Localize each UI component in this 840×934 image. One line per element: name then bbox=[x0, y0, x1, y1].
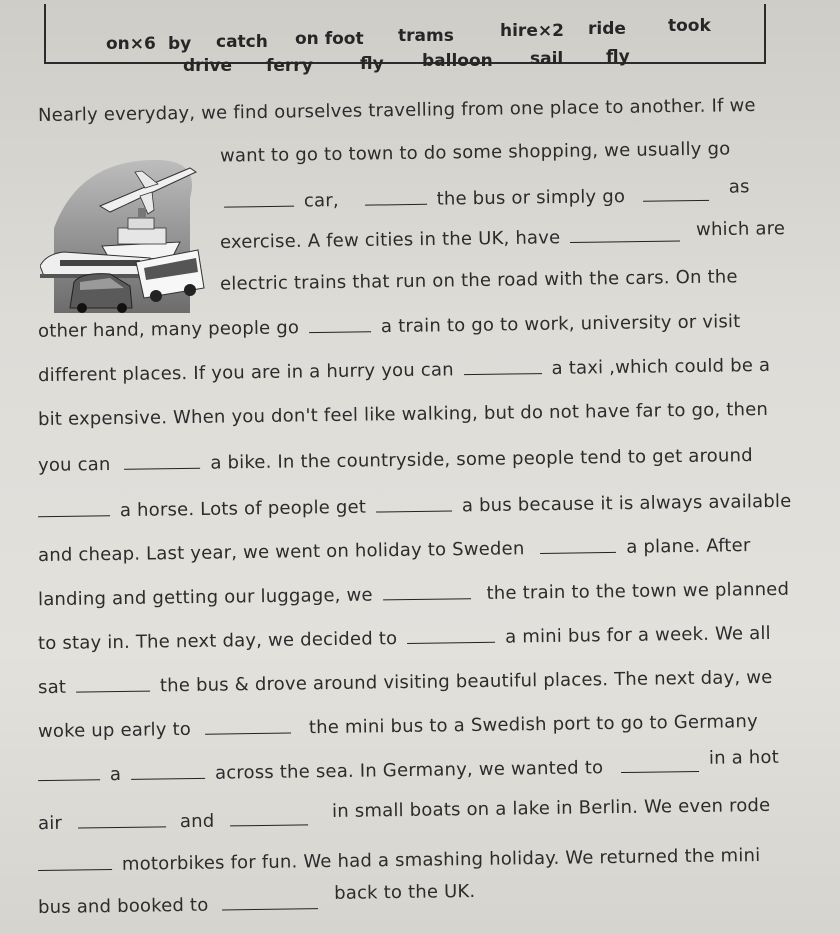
word-bank bbox=[44, 4, 766, 76]
passage-text: the bus & drove around visiting beautiful places. The next day, we bbox=[159, 666, 773, 697]
word-bank-item: drive bbox=[183, 56, 232, 76]
passage-line bbox=[38, 535, 751, 566]
passage-line bbox=[38, 311, 741, 342]
passage-line bbox=[37, 794, 771, 835]
passage-line bbox=[219, 218, 786, 253]
passage-text: a horse. Lots of people get bbox=[119, 496, 367, 522]
passage-text: bit expensive. When you don't feel like walking, but do not have far to go, then bbox=[37, 398, 769, 431]
word-bank-item: ferry bbox=[266, 56, 313, 76]
answer-blank[interactable] bbox=[224, 192, 294, 208]
passage-text: a mini bus for a week. We all bbox=[504, 622, 771, 648]
passage-text: motorbikes for fun. We had a smashing holiday. We returned the mini bbox=[121, 844, 761, 875]
word-bank-item: on×6 bbox=[106, 34, 156, 54]
passage-line bbox=[38, 491, 792, 523]
passage-text: Nearly everyday, we find ourselves travelling from one place to another. If we bbox=[37, 94, 756, 127]
answer-blank[interactable] bbox=[78, 812, 166, 828]
answer-blank[interactable] bbox=[570, 227, 680, 244]
passage-text: a taxi ,which could be a bbox=[551, 354, 771, 379]
answer-blank[interactable] bbox=[365, 190, 427, 206]
answer-blank[interactable] bbox=[376, 496, 452, 512]
passage-text: other hand, many people go bbox=[37, 317, 300, 342]
passage-text: different places. If you are in a hurry you can bbox=[37, 359, 454, 387]
passage-text: back to the UK. bbox=[334, 880, 476, 904]
passage-text: across the sea. In Germany, we wanted to bbox=[214, 757, 604, 784]
passage-text: a train to go to work, university or visit bbox=[380, 311, 741, 338]
passage-text: which are bbox=[695, 218, 786, 241]
answer-blank[interactable] bbox=[540, 538, 616, 554]
passage-line bbox=[38, 355, 770, 386]
answer-blank[interactable] bbox=[309, 317, 371, 333]
answer-blank[interactable] bbox=[383, 584, 471, 600]
passage-text: and bbox=[179, 810, 215, 833]
passage-text: in small boats on a lake in Berlin. We even rode bbox=[331, 794, 771, 823]
passage-text: to stay in. The next day, we decided to bbox=[37, 628, 398, 655]
passage-text: sat bbox=[37, 676, 67, 699]
word-bank-item: took bbox=[668, 16, 711, 36]
passage-text: the mini bus to a Swedish port to go to Germany bbox=[308, 710, 759, 739]
passage-text: a bus because it is always available bbox=[461, 490, 792, 517]
passage-text: electric trains that run on the road with the cars. On the bbox=[219, 266, 738, 295]
passage-line bbox=[38, 623, 771, 654]
passage-line bbox=[220, 138, 731, 166]
passage-text: the train to the town we planned bbox=[486, 578, 790, 604]
passage-text: you can bbox=[37, 453, 111, 476]
passage-text: air bbox=[37, 812, 63, 835]
answer-blank[interactable] bbox=[621, 757, 699, 773]
passage-line bbox=[38, 445, 753, 476]
word-bank-item: ride bbox=[588, 19, 626, 39]
answer-blank[interactable] bbox=[407, 628, 495, 644]
word-bank-item: on foot bbox=[295, 29, 364, 49]
passage-text: the bus or simply go bbox=[436, 186, 626, 210]
passage-line bbox=[38, 399, 768, 430]
word-bank-item: fly bbox=[360, 54, 384, 74]
passage-line bbox=[38, 579, 789, 610]
passage-text: and cheap. Last year, we went on holiday to Sweden bbox=[37, 538, 525, 566]
word-bank-item: balloon bbox=[422, 51, 493, 71]
passage-text: a plane. After bbox=[626, 535, 751, 558]
passage-line bbox=[37, 880, 476, 919]
answer-blank[interactable] bbox=[38, 501, 110, 517]
transport-illustration bbox=[40, 158, 220, 313]
passage-text: exercise. A few cities in the UK, have bbox=[219, 227, 561, 253]
passage-line bbox=[38, 845, 761, 876]
word-bank-item: trams bbox=[398, 26, 454, 46]
answer-blank[interactable] bbox=[38, 765, 100, 781]
answer-blank[interactable] bbox=[131, 764, 205, 780]
passage-text: a bbox=[109, 764, 122, 786]
passage-text: car, bbox=[303, 190, 339, 212]
answer-blank[interactable] bbox=[643, 186, 709, 202]
passage-line bbox=[220, 266, 738, 294]
passage-line bbox=[38, 711, 758, 742]
passage-line bbox=[220, 176, 750, 212]
passage-line bbox=[38, 746, 780, 786]
passage-text: woke up early to bbox=[37, 718, 192, 743]
answer-blank[interactable] bbox=[222, 894, 318, 910]
passage-line bbox=[38, 95, 756, 126]
word-bank-item: by bbox=[168, 34, 192, 54]
word-bank-item: hire×2 bbox=[500, 21, 564, 41]
passage-text: as bbox=[728, 176, 750, 198]
passage-line bbox=[38, 667, 773, 698]
passage-text: bus and booked to bbox=[37, 894, 209, 919]
passage-text: landing and getting our luggage, we bbox=[37, 584, 373, 611]
answer-blank[interactable] bbox=[205, 718, 291, 734]
word-bank-item: fly bbox=[606, 47, 630, 67]
answer-blank[interactable] bbox=[76, 677, 150, 693]
passage-text: in a hot bbox=[708, 746, 780, 769]
word-bank-item: catch bbox=[216, 32, 268, 52]
word-bank-item: sail bbox=[530, 49, 564, 69]
passage-text: want to go to town to do some shopping, we usually go bbox=[219, 138, 731, 167]
passage-text: a bike. In the countryside, some people tend to get around bbox=[210, 445, 753, 474]
answer-blank[interactable] bbox=[124, 454, 200, 470]
answer-blank[interactable] bbox=[464, 359, 542, 375]
answer-blank[interactable] bbox=[230, 810, 308, 826]
answer-blank[interactable] bbox=[38, 855, 112, 871]
